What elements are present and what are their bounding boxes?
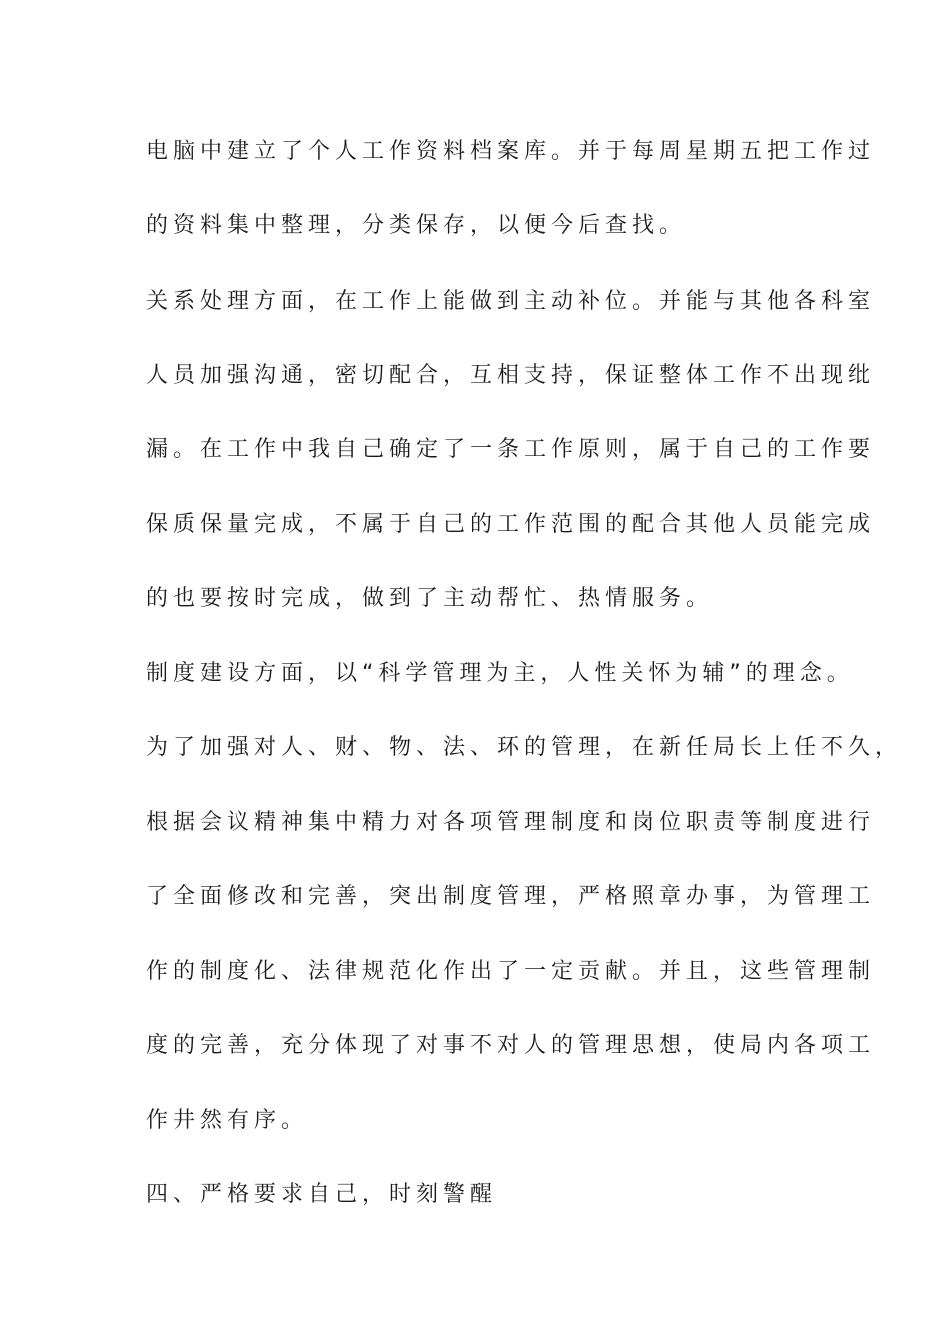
paragraph-line: 作的制度化、法律规范化作出了一定贡献。并且，这些管理制 (146, 959, 876, 984)
paragraph-line: 为了加强对人、财、物、法、环的管理，在新任局长上任不久， (146, 735, 903, 760)
paragraph-line: 人员加强沟通，密切配合，互相支持，保证整体工作不出现纰 (146, 363, 876, 388)
paragraph-line: 的也要按时完成，做到了主动帮忙、热情服务。 (146, 586, 714, 611)
paragraph-line: 作井然有序。 (146, 1108, 309, 1133)
paragraph-line: 的资料集中整理，分类保存，以便今后查找。 (146, 213, 687, 238)
section-heading: 四、严格要求自己，时刻警醒 (146, 1182, 498, 1207)
paragraph-line: 制度建设方面，以“科学管理为主，人性关怀为辅”的理念。 (146, 661, 854, 686)
paragraph-line: 漏。在工作中我自己确定了一条工作原则，属于自己的工作要 (146, 437, 876, 462)
paragraph-line: 度的完善，充分体现了对事不对人的管理思想，使局内各项工 (146, 1033, 876, 1058)
paragraph-line: 保质保量完成，不属于自己的工作范围的配合其他人员能完成 (146, 512, 876, 537)
paragraph-line: 关系处理方面，在工作上能做到主动补位。并能与其他各科室 (146, 289, 876, 314)
paragraph-line: 了全面修改和完善，突出制度管理，严格照章办事，为管理工 (146, 884, 876, 909)
paragraph-line: 根据会议精神集中精力对各项管理制度和岗位职责等制度进行 (146, 810, 876, 835)
paragraph-line: 电脑中建立了个人工作资料档案库。并于每周星期五把工作过 (146, 139, 876, 164)
